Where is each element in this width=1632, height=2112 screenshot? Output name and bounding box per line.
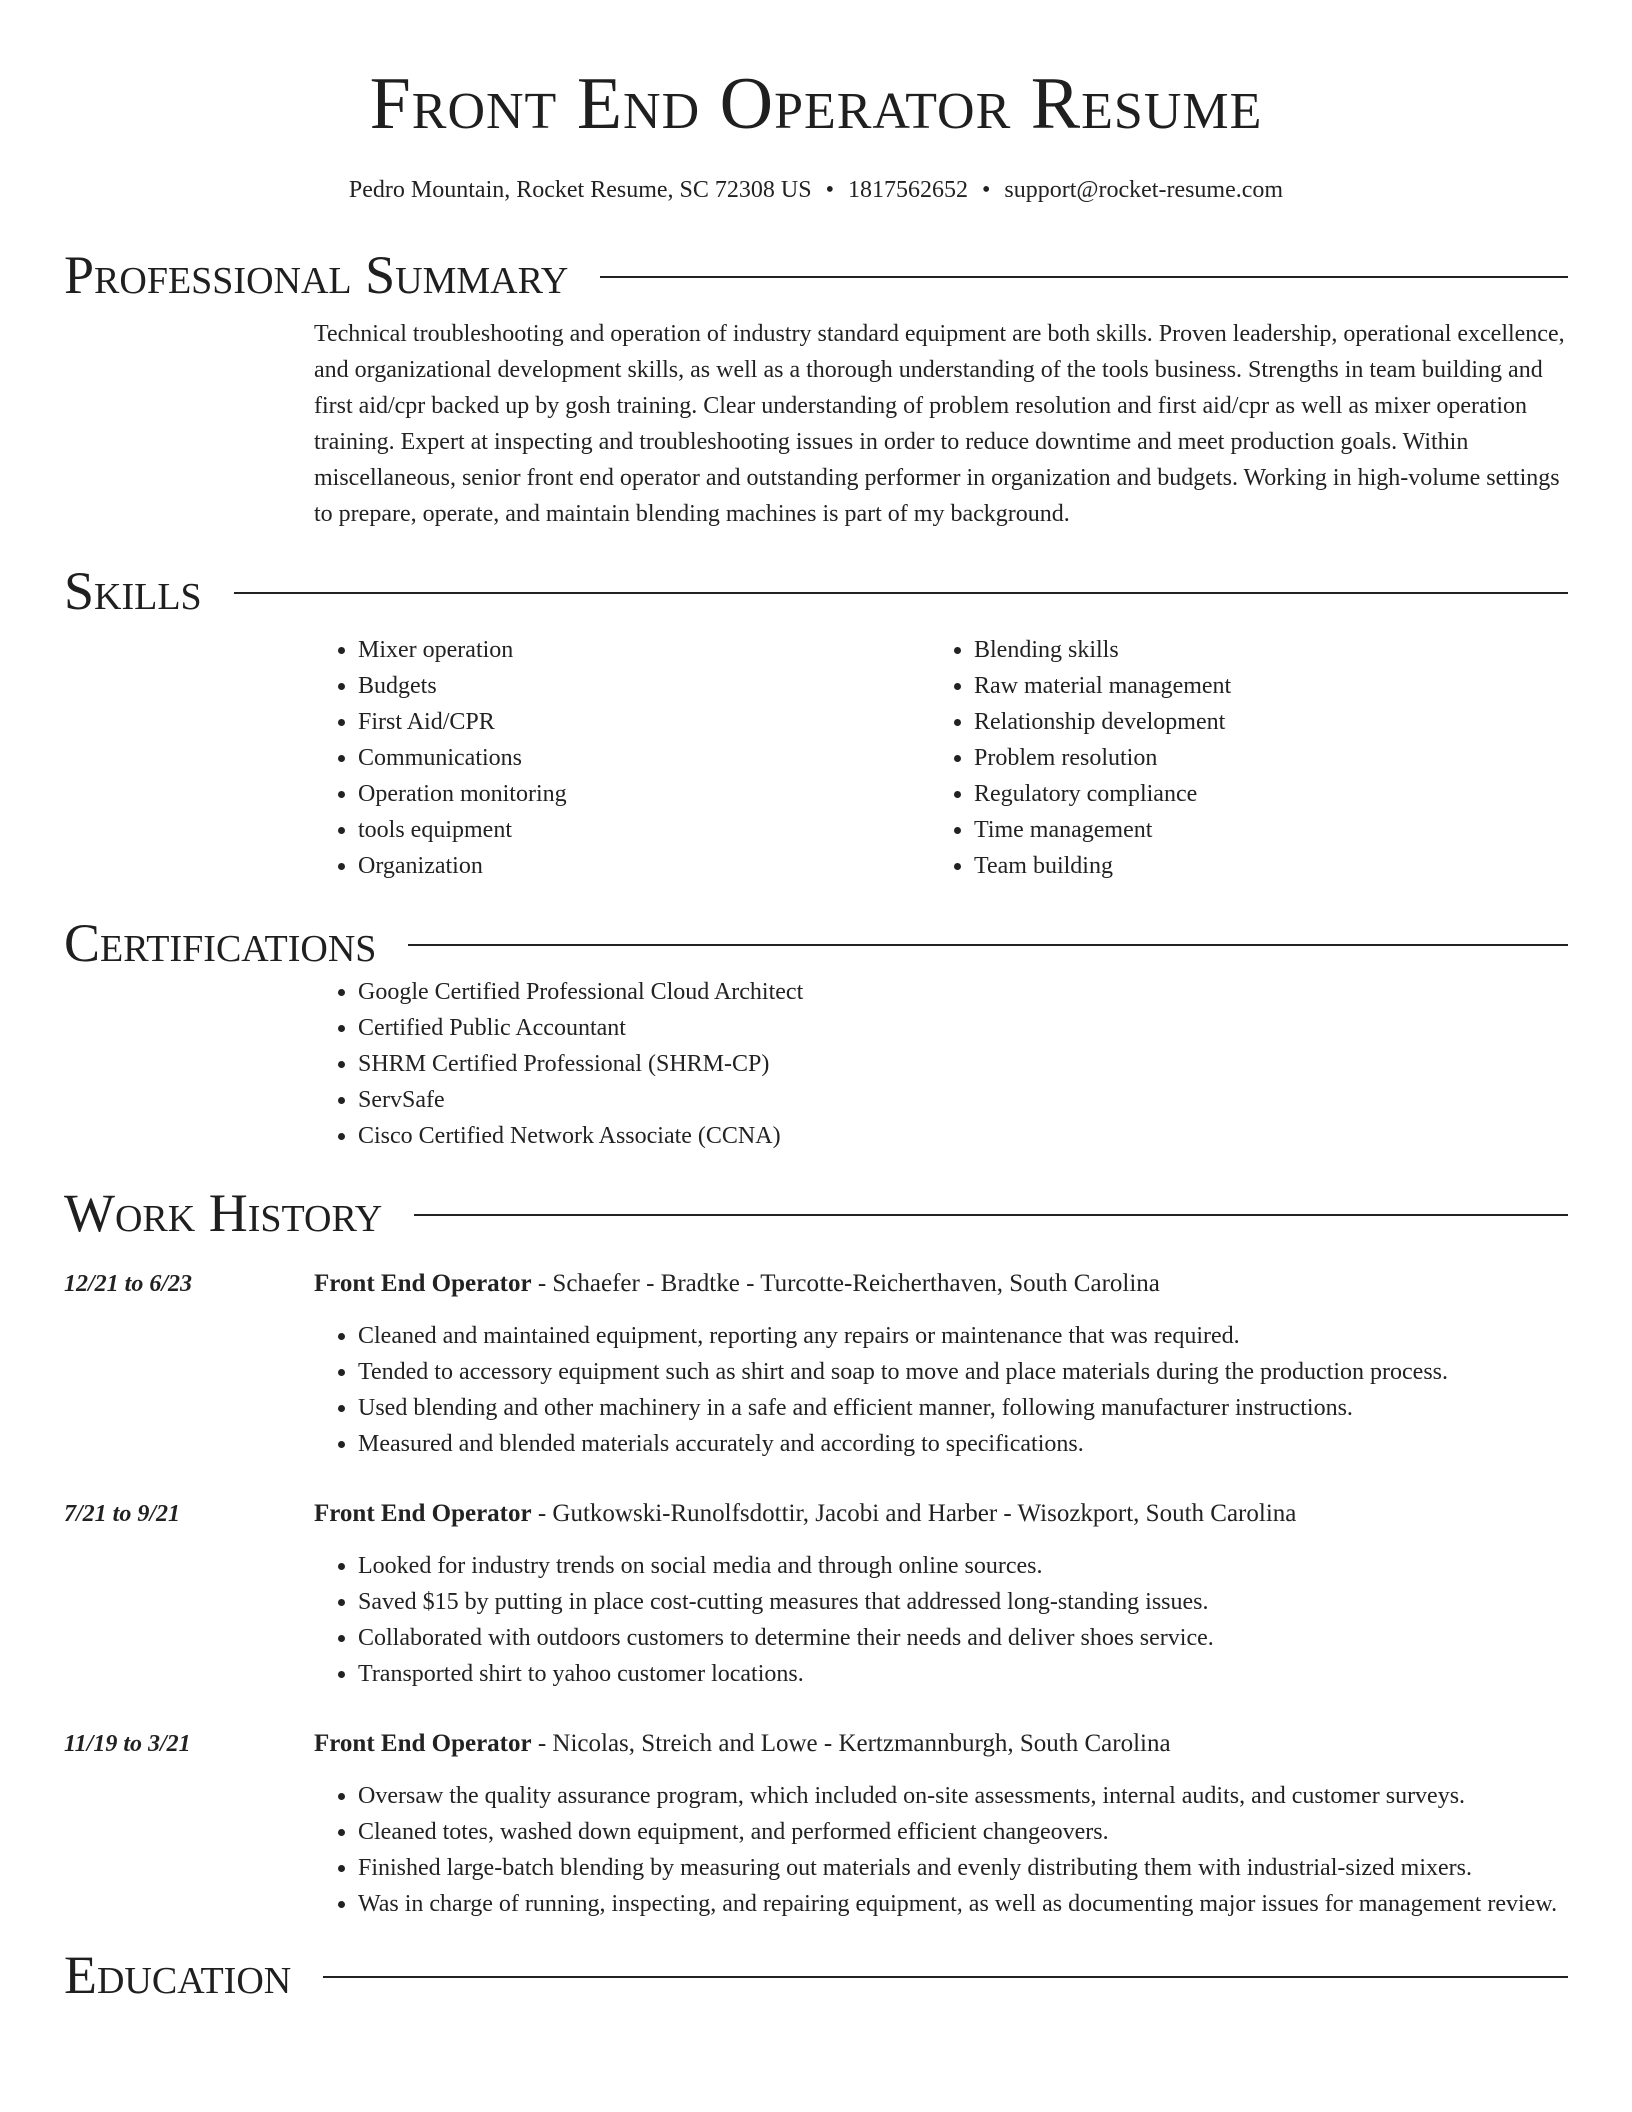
section-divider xyxy=(323,1976,1568,1978)
skill-item: • Mixer operation xyxy=(358,632,930,668)
job-bullets xyxy=(314,1318,1568,1462)
summary-section-title: Professional Summary xyxy=(64,245,569,305)
job-role: Front End Operator xyxy=(314,1730,532,1757)
contact-email[interactable]: support@rocket-resume.com xyxy=(1004,177,1284,203)
job-bullet: • Used blending and other machinery in a safe and efficient manner, following manufacturer instructions. xyxy=(358,1390,1568,1426)
job-dates: 12/21 to 6/23 xyxy=(64,1271,193,1297)
skills-columns xyxy=(314,632,1568,884)
contact-separator: • xyxy=(825,177,834,203)
job-heading xyxy=(314,1266,1568,1302)
job-bullet: • Finished large-batch blending by measuring out materials and evenly distributing them with industrial-sized mixers. xyxy=(358,1850,1568,1886)
skill-item: • First Aid/CPR xyxy=(358,704,930,740)
certifications-section-title: Certifications xyxy=(64,913,377,973)
contact-phone: 1817562652 xyxy=(847,177,968,203)
certification-item: • Certified Public Accountant xyxy=(358,1010,1568,1046)
certification-item: • SHRM Certified Professional (SHRM-CP) xyxy=(358,1046,1568,1082)
work-section-header xyxy=(64,1182,1568,1244)
job-employer-location: - Gutkowski-Runolfsdottir, Jacobi and Harber - Wisozkport, South Carolina xyxy=(531,1500,1297,1527)
job-bullet: • Collaborated with outdoors customers to determine their needs and deliver shoes service. xyxy=(358,1620,1568,1656)
skill-item: • Problem resolution xyxy=(974,740,1546,776)
certifications-section-header xyxy=(64,912,1568,974)
section-divider xyxy=(408,944,1568,946)
summary-section-body xyxy=(314,316,1568,532)
job-details xyxy=(314,1266,1568,1462)
skills-list-right xyxy=(930,632,1546,884)
job-dates: 7/21 to 9/21 xyxy=(64,1501,181,1527)
job-role: Front End Operator xyxy=(314,1500,532,1527)
job-details xyxy=(314,1496,1568,1692)
skill-item: • Operation monitoring xyxy=(358,776,930,812)
section-divider xyxy=(234,592,1568,594)
certifications-list xyxy=(314,974,1568,1154)
page-title: Front End Operator Resume xyxy=(369,63,1263,145)
certifications-section-body xyxy=(314,974,1568,1154)
section-divider xyxy=(600,276,1568,278)
contact-address: Pedro Mountain, Rocket Resume, SC 72308 US xyxy=(348,177,812,203)
skills-section-title: Skills xyxy=(64,561,202,621)
job-entry xyxy=(64,1496,1568,1692)
skill-item: • Time management xyxy=(974,812,1546,848)
skills-column-left xyxy=(314,632,930,884)
job-bullet: • Cleaned totes, washed down equipment, and performed efficient changeovers. xyxy=(358,1814,1568,1850)
skill-item: • Organization xyxy=(358,848,930,884)
skill-item: • Relationship development xyxy=(974,704,1546,740)
certification-item: • Cisco Certified Network Associate (CCNA) xyxy=(358,1118,1568,1154)
job-entry xyxy=(64,1266,1568,1462)
work-section-title: Work History xyxy=(64,1183,383,1243)
job-bullet: • Cleaned and maintained equipment, reporting any repairs or maintenance that was required. xyxy=(358,1318,1568,1354)
job-bullets xyxy=(314,1548,1568,1692)
skills-column-right xyxy=(930,632,1546,884)
job-entry xyxy=(64,1726,1568,1922)
job-bullet: • Measured and blended materials accurately and according to specifications. xyxy=(358,1426,1568,1462)
job-bullet: • Transported shirt to yahoo customer locations. xyxy=(358,1656,1568,1692)
skills-section-header xyxy=(64,560,1568,622)
education-section-title: Education xyxy=(64,1945,292,2005)
skill-item: • tools equipment xyxy=(358,812,930,848)
skill-item: • Raw material management xyxy=(974,668,1546,704)
skills-list-left xyxy=(314,632,930,884)
job-heading xyxy=(314,1496,1568,1532)
skill-item: • Budgets xyxy=(358,668,930,704)
job-role: Front End Operator xyxy=(314,1270,532,1297)
certification-item: • Google Certified Professional Cloud Architect xyxy=(358,974,1568,1010)
contact-separator: • xyxy=(981,177,991,203)
section-divider xyxy=(414,1214,1568,1216)
skill-item: • Team building xyxy=(974,848,1546,884)
work-history-list xyxy=(64,1266,1568,1922)
job-employer-location: - Nicolas, Streich and Lowe - Kertzmannburgh, South Carolina xyxy=(531,1730,1171,1757)
summary-section-header xyxy=(64,244,1568,306)
job-heading xyxy=(314,1726,1568,1762)
job-dates: 11/19 to 3/21 xyxy=(64,1731,191,1757)
job-details xyxy=(314,1726,1568,1922)
skill-item: • Regulatory compliance xyxy=(974,776,1546,812)
job-bullet: • Was in charge of running, inspecting, and repairing equipment, as well as documenting major issues for management review. xyxy=(358,1886,1568,1922)
skill-item: • Communications xyxy=(358,740,930,776)
contact-line xyxy=(64,174,1568,206)
job-bullet: • Saved $15 by putting in place cost-cutting measures that addressed long-standing issues. xyxy=(358,1584,1568,1620)
skills-section-body xyxy=(314,632,1568,884)
skill-item: • Blending skills xyxy=(974,632,1546,668)
education-section-header xyxy=(64,1944,1568,2006)
job-bullet: • Looked for industry trends on social media and through online sources. xyxy=(358,1548,1568,1584)
certification-item: • ServSafe xyxy=(358,1082,1568,1118)
summary-text: Technical troubleshooting and operation of industry standard equipment are both skills. Proven leadership, operational excellence, and organizational development skills, as well as a thorough understanding of the tools business. Strengths in team building and first aid/cpr backed up by gosh training. Clear understanding of problem resolution and first aid/cpr as well as mixer operation training. Expert at inspecting and troubleshooting issues in order to reduce downtime and meet production goals. Within miscellaneous, senior front end operator and outstanding performer in organization and budgets. Working in high-volume settings to prepare, operate, and maintain blending machines is part of my background. xyxy=(314,321,1565,527)
job-bullets xyxy=(314,1778,1568,1922)
job-bullet: • Oversaw the quality assurance program, which included on-site assessments, internal audits, and customer surveys. xyxy=(358,1778,1568,1814)
job-employer-location: - Schaefer - Bradtke - Turcotte-Reicherthaven, South Carolina xyxy=(531,1270,1160,1297)
job-bullet: • Tended to accessory equipment such as shirt and soap to move and place materials during the production process. xyxy=(358,1354,1568,1390)
